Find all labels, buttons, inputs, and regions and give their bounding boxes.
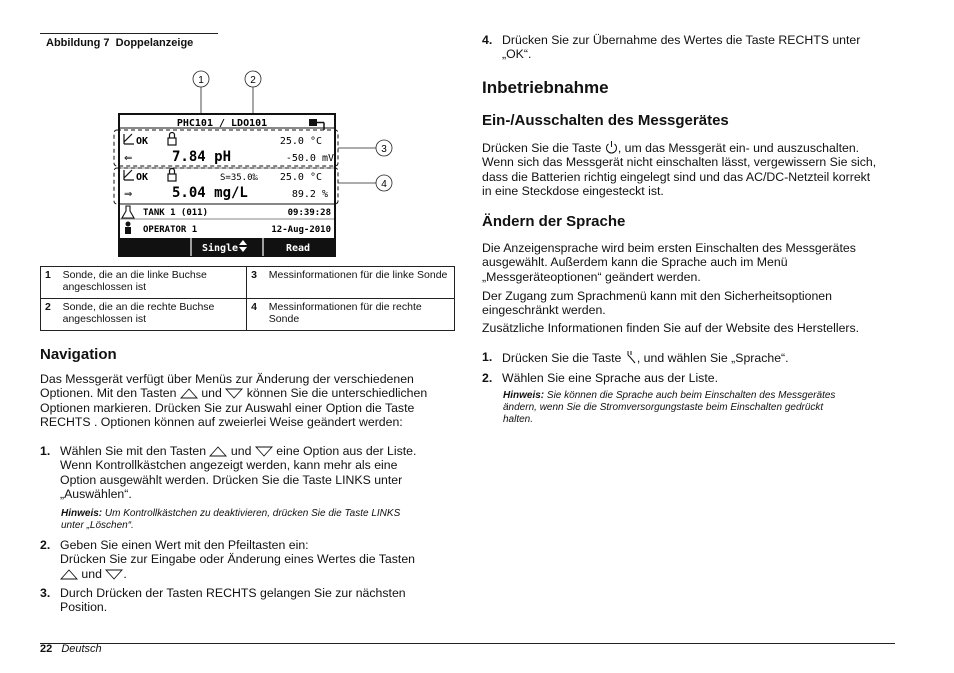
row2-status: OK [136,172,149,183]
up-arrow-icon [209,446,227,457]
navigation-heading: Navigation [40,346,117,363]
right-arrow-icon: ⇒ [124,189,133,200]
legend-number: 4 [247,298,265,330]
legend-text: Sonde, die an die rechte Buchse angeschlossen ist [59,298,247,330]
ein-aus-heading: Ein-/Ausschalten des Messgerätes [482,112,729,129]
sprache-paragraph-1: Die Anzeigensprache wird beim ersten Einschalten des Messgerätes ausgewählt. Außerdem kann die Sprache auch im Menü „Messgeräteoptionen“ geändert werden. [482,241,856,284]
footer [40,643,102,655]
left-arrow-icon: ⇐ [124,153,133,164]
row2-temp: 25.0 °C [279,172,322,183]
figure-caption-rule [40,33,218,34]
legend-text: Messinformationen für die linke Sonde [265,267,455,299]
power-icon [605,140,618,154]
callout-2: 2 [250,75,256,86]
legend-number: 3 [247,267,265,299]
intro-line: RECHTS . Optionen können auf zweierlei Weise geändert werden: [40,415,403,430]
legend-row [41,298,455,330]
figure-caption: Abbildung 7 Doppelanzeige [46,37,194,49]
screen-time: 09:39:28 [287,208,331,218]
single-softkey: Single [201,243,239,254]
row2-reading: 5.04 mg/L [172,185,248,201]
navigation-intro [40,372,460,430]
down-arrow-icon [105,569,123,580]
intro-line: Optionen markieren. Drücken Sie zur Auswahl einer Option die Taste [40,400,415,415]
footer-language: Deutsch [61,643,102,655]
row1-status: OK [136,136,149,147]
sprache-paragraph-3: Zusätzliche Informationen finden Sie auf der Website des Herstellers. [482,321,860,335]
inbetriebnahme-heading: Inbetriebnahme [482,78,609,97]
navigation-note: Hinweis: Um Kontrollkästchen zu deaktivieren, drücken Sie die Taste LINKS unter „Löschen“. [61,508,401,531]
legend-text: Messinformationen für die rechte Sonde [265,298,455,330]
dual-display-figure [110,62,410,262]
row2-percent: 89.2 % [291,189,328,200]
screen-date: 12-Aug-2010 [271,225,331,235]
up-arrow-icon [180,388,198,399]
callout-3: 3 [381,144,387,155]
legend-number: 1 [41,267,59,299]
row1-mv: -50.0 mV [285,153,334,164]
wrench-icon [625,350,637,364]
operator-id: OPERATOR 1 [143,225,198,235]
down-arrow-icon [255,446,273,457]
intro-line: Das Messgerät verfügt über Menüs zur Änderung der verschiedenen [40,372,414,386]
operator-icon [125,222,131,235]
up-arrow-icon [60,569,78,580]
down-arrow-icon [225,388,243,399]
figure-legend-table [40,266,455,331]
row2-salinity: S=35.0‰ [220,173,258,183]
callout-4: 4 [381,179,387,190]
sprache-note: Hinweis: Sie können die Sprache auch beim Einschalten des Messgerätes ändern, wenn Sie die Stromversorgungstaste beim Einschalten gedrückt halten. [503,390,836,425]
sprache-paragraph-2: Der Zugang zum Sprachmenü kann mit den Sicherheitsoptionen eingeschränkt werden. [482,289,832,318]
callout-1: 1 [198,75,204,86]
read-softkey: Read [285,243,311,254]
screen-header: PHC101 / LDO101 [176,118,268,129]
tank-id: TANK 1 (011) [143,208,209,218]
row1-reading: 7.84 pH [172,149,232,165]
legend-row [41,267,455,299]
row1-temp: 25.0 °C [279,136,322,147]
intro-line: Optionen. Mit den Tasten und können Sie die unterschiedlichen [40,386,428,401]
legend-number: 2 [41,298,59,330]
sprache-heading: Ändern der Sprache [482,213,626,230]
legend-text: Sonde, die an die linke Buchse angeschlossen ist [59,267,247,299]
ein-aus-paragraph: Drücken Sie die Taste , um das Messgerät ein- und auszuschalten. Wenn sich das Messgerät nicht einschalten lässt, vergewissern Sie sich, dass die Batterien richtig eingelegt sind und das AC/DC-Netzteil korrekt in eine Steckdose eingesteckt ist. [482,141,877,199]
page-number: 22 [40,643,53,655]
footer-rule [40,643,895,644]
